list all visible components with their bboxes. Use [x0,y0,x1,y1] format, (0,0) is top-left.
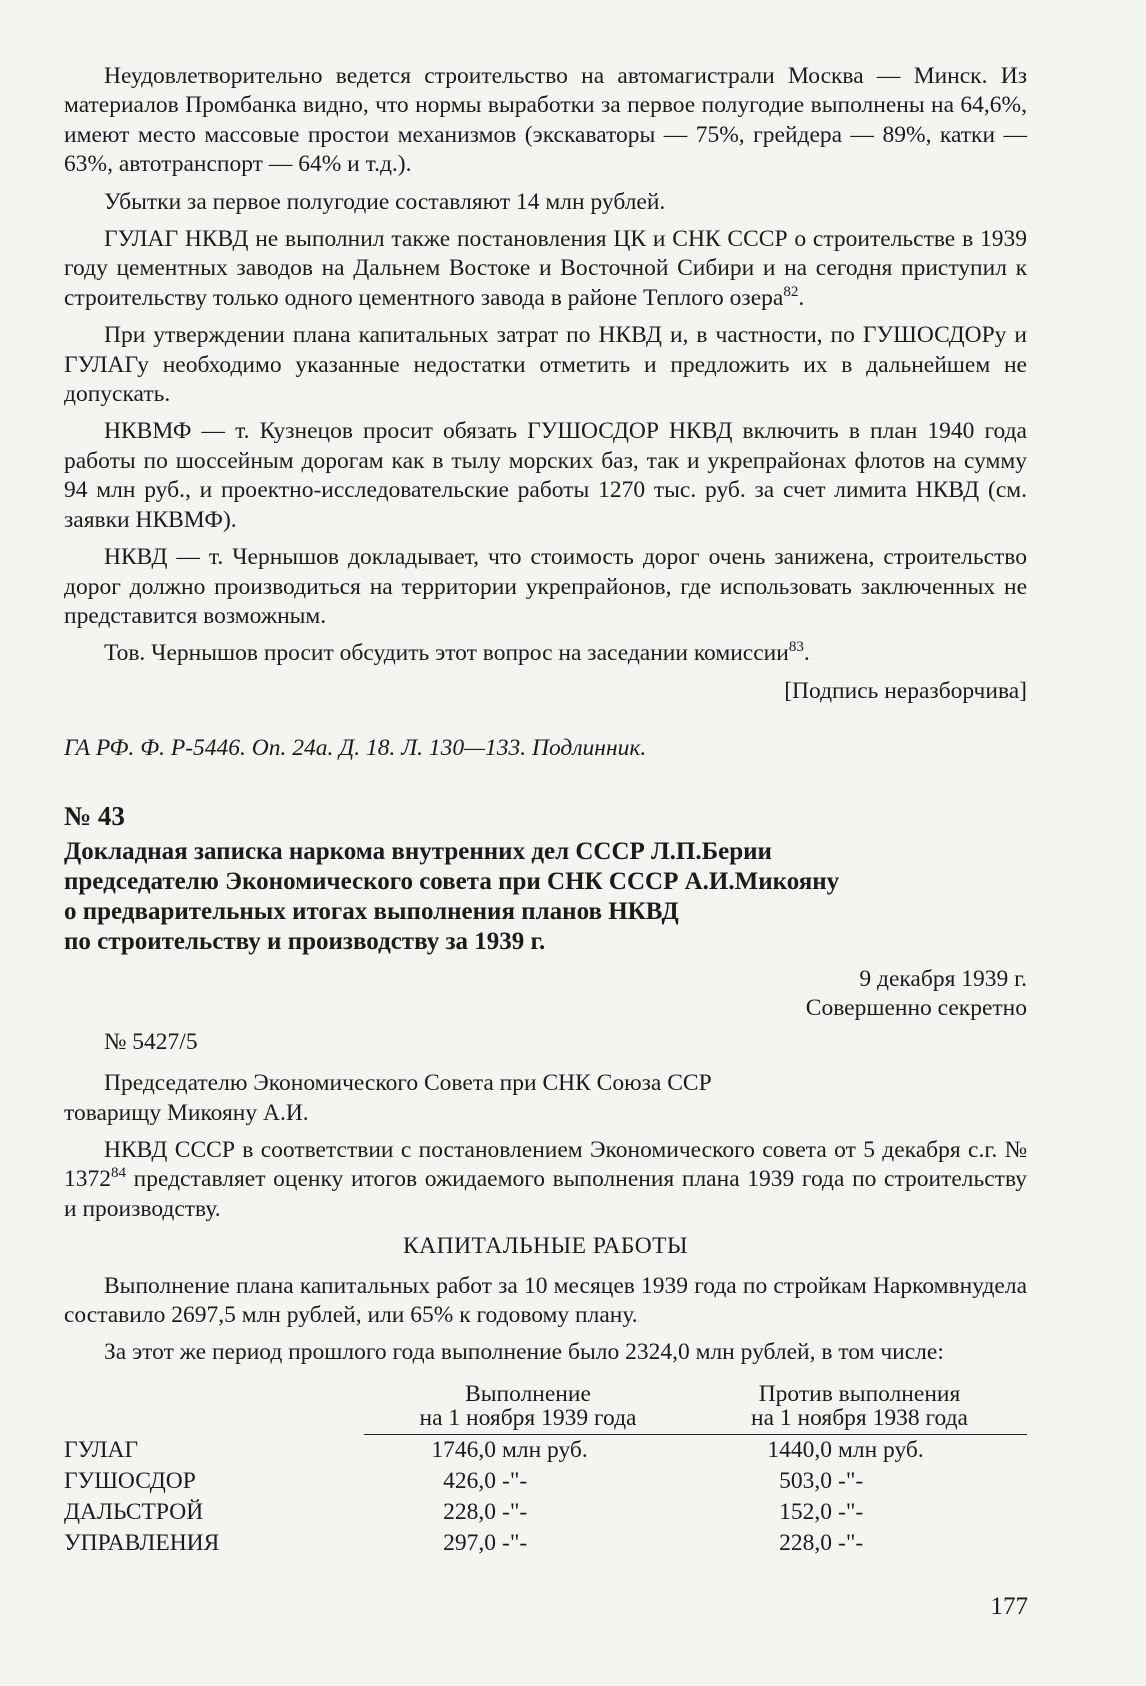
table-row [64,1497,1027,1528]
footnote-ref: 82 [783,284,799,301]
paragraph-tail: . [798,284,805,311]
footnote-ref: 84 [111,1165,126,1182]
title-line: Докладная записка наркома внутренних дел СССР Л.П.Берии [64,837,772,865]
construction-table [64,1382,1027,1559]
document-title [64,837,1027,957]
addressee [64,1069,1027,1128]
row-name: ДАЛЬСТРОЙ [64,1498,204,1525]
unit-1939: -"- [502,1498,528,1525]
unit-1938: млн руб. [838,1436,924,1463]
value-1938: 1440,0 [767,1436,832,1463]
header-line: Выполнение [465,1380,591,1407]
value-1938: 228,0 [779,1529,832,1556]
secrecy-stamp: Совершенно секретно [805,995,1027,1022]
document-number: № 43 [64,800,125,831]
paragraph-text: представляет оценку итогов ожидаемого выполнения плана 1939 года по строительству и производству. [64,1166,1027,1222]
value-1938: 503,0 [779,1467,832,1494]
title-line: по строительству и производству за 1939 г. [64,927,546,955]
paragraph-tail: . [803,640,810,667]
unit-1939: -"- [502,1529,528,1556]
title-line: председателю Экономического совета при СНК СССР А.И.Микояну [64,867,840,895]
unit-1939: млн руб. [502,1436,588,1463]
paragraph-gulag-cement [64,225,1027,313]
registration-number: № 5427/5 [104,1028,198,1055]
paragraph-capital-works: Выполнение плана капитальных работ за 10 месяцев 1939 года по стройкам Наркомвнудела составило 2697,5 млн рублей, или 65% к годовому плану. [64,1272,1027,1328]
value-1939: 297,0 [443,1529,496,1556]
paragraph-highway: Неудовлетворительно ведется строительство на автомагистрали Москва — Минск. Из материалов Промбанка видно, что нормы выработки за первое полугодие выполнены на 64,6%, имеют место массовые простои механизмов (экскаваторы — 75%, грейдера — 89%, катки — 63%, автотранспорт — 64% и т.д.). [64,63,1027,178]
row-name: УПРАВЛЕНИЯ [64,1529,220,1556]
value-1939: 1746,0 [431,1436,496,1463]
paragraph-text: ГУЛАГ НКВД не выполнил также постановления ЦК и СНК СССР о строительстве в 1939 году цементных заводов на Дальнем Востоке и Восточной Сибири и на сегодня приступил к строительству только одного цементного завода в районе Теплого озера [64,226,1027,311]
table-header-blank [64,1382,364,1435]
unit-1939: -"- [502,1467,528,1494]
table-header-row [64,1382,1027,1435]
unit-1938: -"- [838,1467,864,1494]
page-number: 177 [990,1593,1028,1620]
paragraph-chernyshov [64,639,1027,668]
paragraph-nkvd-roads: НКВД — т. Чернышов докладывает, что стоимость дорог очень занижена, строительство дорог должно производиться на территории укрепрайонов, где использовать заключенных не представится возможным. [64,544,1027,629]
paragraph-text: Тов. Чернышов просит обсудить этот вопрос на заседании комиссии [104,640,789,667]
table-row [64,1528,1027,1559]
unit-1938: -"- [838,1529,864,1556]
paragraph-text: НКВД СССР в соответствии с постановлением Экономического совета от 5 декабря с.г. № 1372 [64,1136,1027,1193]
signature: [Подпись неразборчива] [784,677,1027,704]
value-1939: 228,0 [443,1498,496,1525]
section-heading: КАПИТАЛЬНЫЕ РАБОТЫ [402,1233,689,1260]
table-header-1939 [364,1382,692,1435]
value-1939: 426,0 [443,1467,496,1494]
paragraph-previous-year: За этот же период прошлого года выполнение было 2324,0 млн рублей, в том числе: [104,1339,944,1366]
paragraph-intro [64,1136,1027,1224]
header-line: Против выполнения [758,1380,961,1407]
table-header-1938 [692,1382,1027,1435]
paragraph-nkvmf: НКВМФ — т. Кузнецов просит обязать ГУШОСДОР НКВД включить в план 1940 года работы по шоссейным дорогам как в тылу морских баз, так и укрепрайонах флотов на сумму 94 млн руб., и проектно-исследовательские работы 1270 тыс. руб. за счет лимита НКВД (см. заявки НКВМФ). [64,418,1027,533]
header-line: на 1 ноября 1938 года [751,1404,968,1431]
paragraph-approval: При утверждении плана капитальных затрат по НКВД и, в частности, по ГУШОСДОРу и ГУЛАГу необходимо указанные недостатки отметить и предложить их в дальнейшем не допускать. [64,322,1027,408]
table-row [64,1434,1027,1466]
row-name: ГУЛАГ [64,1436,139,1463]
header-line: на 1 ноября 1939 года [419,1404,637,1431]
unit-1938: -"- [838,1498,864,1525]
table-row [64,1466,1027,1497]
paragraph-losses: Убытки за первое полугодие составляют 14 млн рублей. [104,188,666,215]
value-1938: 152,0 [779,1498,832,1525]
footnote-ref: 83 [788,639,804,656]
addressee-line: Председателю Экономического Совета при СНК Союза ССР [104,1070,712,1097]
archive-source: ГА РФ. Ф. Р-5446. Оп. 24а. Д. 18. Л. 130—133. Подлинник. [64,735,647,762]
addressee-line: товарищу Микояну А.И. [64,1099,309,1126]
row-name: ГУШОСДОР [64,1467,196,1494]
document-page [64,62,1027,1559]
title-line: о предварительных итогах выполнения планов НКВД [64,897,679,925]
document-date: 9 декабря 1939 г. [859,965,1027,992]
